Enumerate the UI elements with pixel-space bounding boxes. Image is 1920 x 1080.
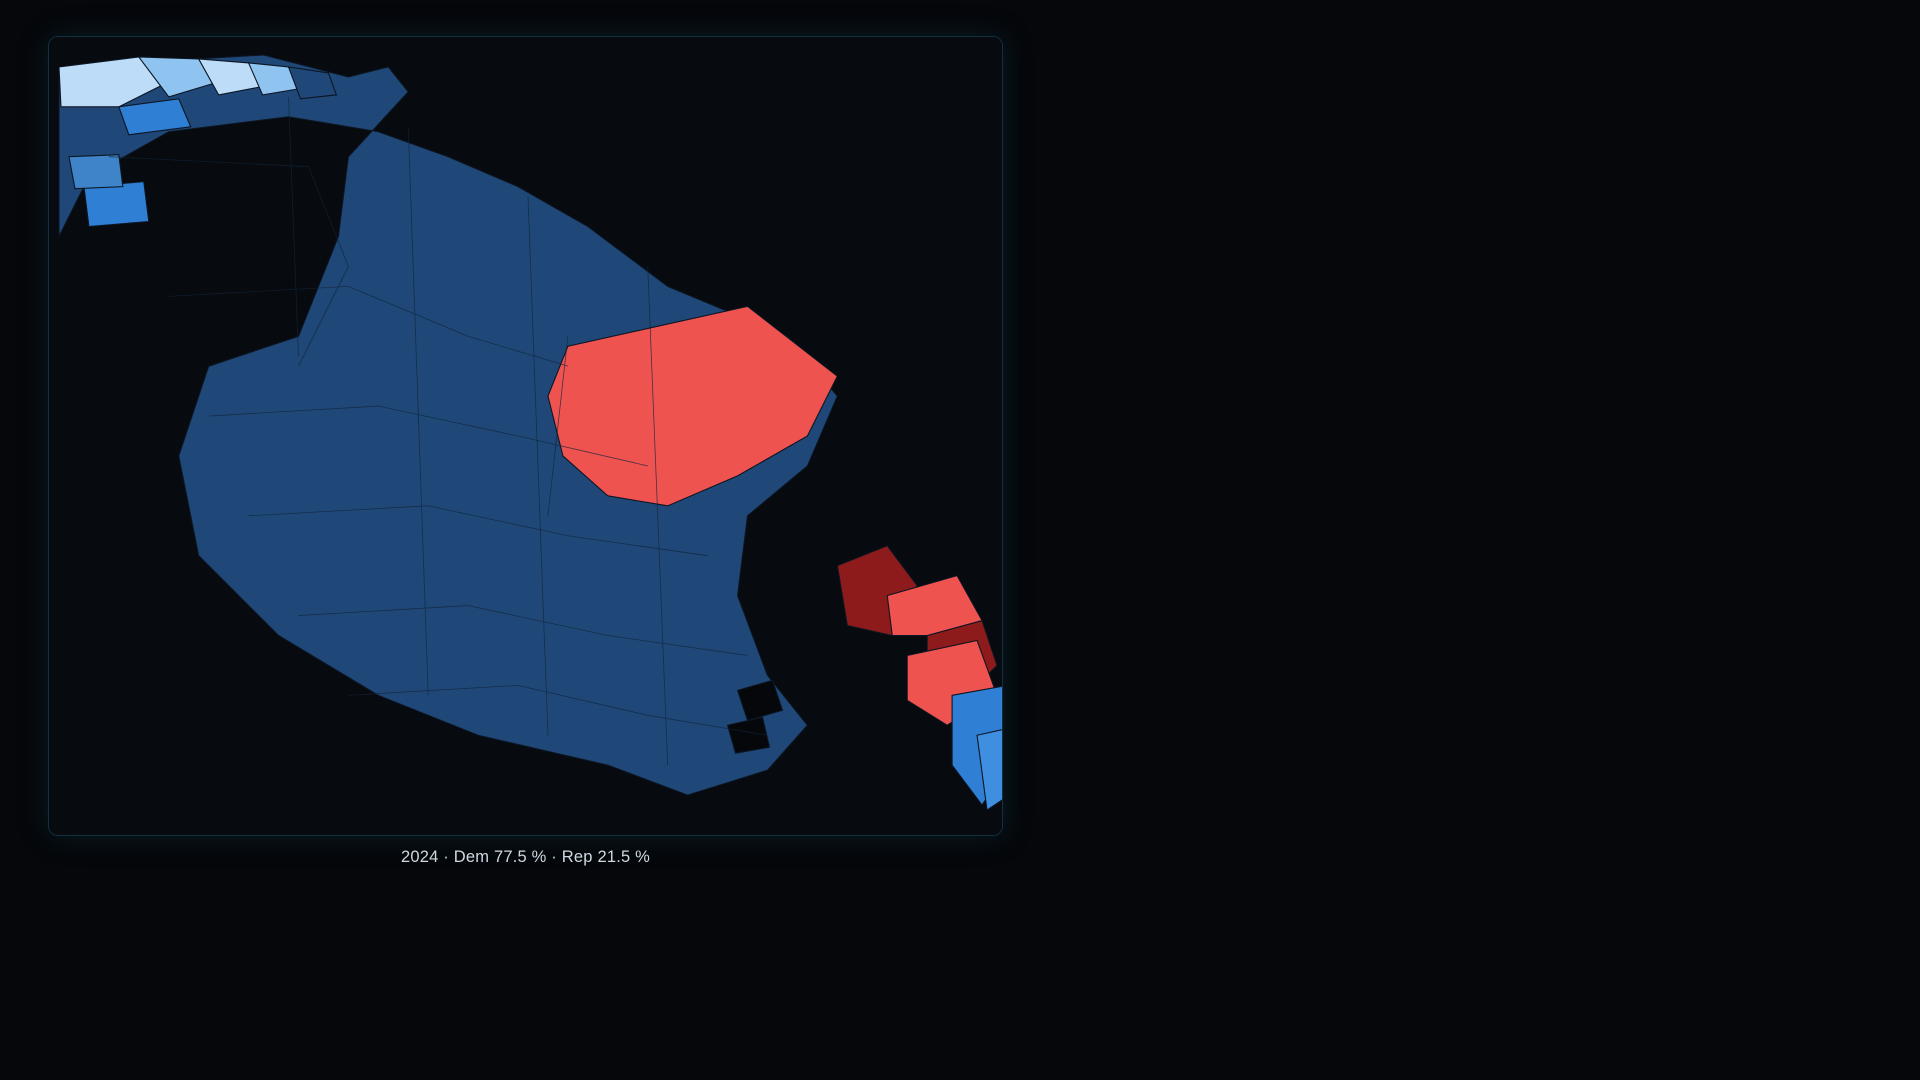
map-caption: 2024 · Dem 77.5 % · Rep 21.5 % — [400, 848, 651, 866]
district-map[interactable] — [48, 36, 1003, 836]
map-svg — [49, 37, 1002, 835]
data-panel — [1040, 0, 1920, 1080]
